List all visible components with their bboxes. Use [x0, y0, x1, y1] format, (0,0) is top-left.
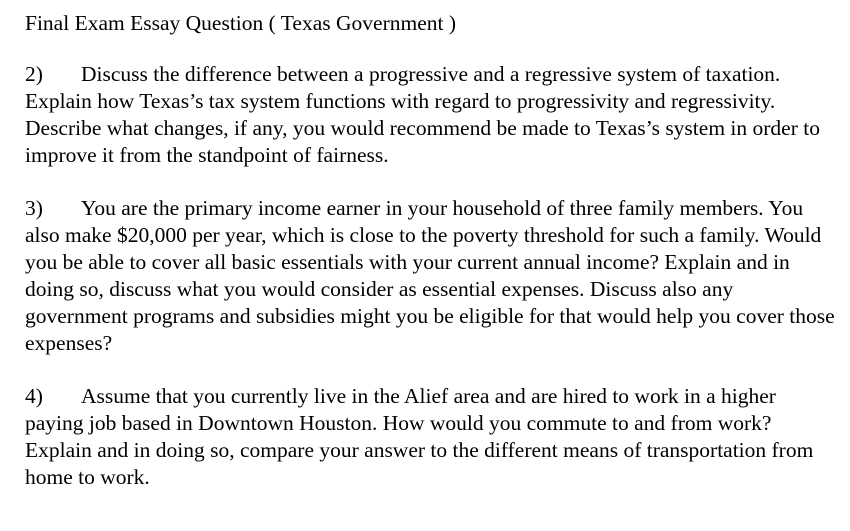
question-number: 4) — [25, 384, 43, 408]
question-3 — [25, 195, 835, 357]
question-number: 3) — [25, 196, 43, 220]
document-page — [25, 10, 835, 491]
question-number: 2) — [25, 62, 43, 86]
question-text: Discuss the difference between a progressive and a regressive system of taxation. Explain how Texas’s tax system functions with regard to progressivity and regressivity. Describe what changes, if any, you would recommend be made to Texas’s system in order to improve it from the standpoint of fairness. — [25, 62, 820, 167]
question-4 — [25, 383, 835, 491]
document-title: Final Exam Essay Question ( Texas Government ) — [25, 11, 456, 35]
question-text: Assume that you currently live in the Alief area and are hired to work in a higher paying job based in Downtown Houston. How would you commute to and from work? Explain and in doing so, compare your answer to the different means of transportation from home to work. — [25, 384, 814, 489]
question-text: You are the primary income earner in your household of three family members. You also make $20,000 per year, which is close to the poverty threshold for such a family. Would you be able to cover all basic essentials with your current annual income? Explain and in doing so, discuss what you would consider as essential expenses. Discuss also any government programs and subsidies might you be eligible for that would help you cover those expenses? — [25, 196, 835, 355]
question-2 — [25, 61, 835, 169]
